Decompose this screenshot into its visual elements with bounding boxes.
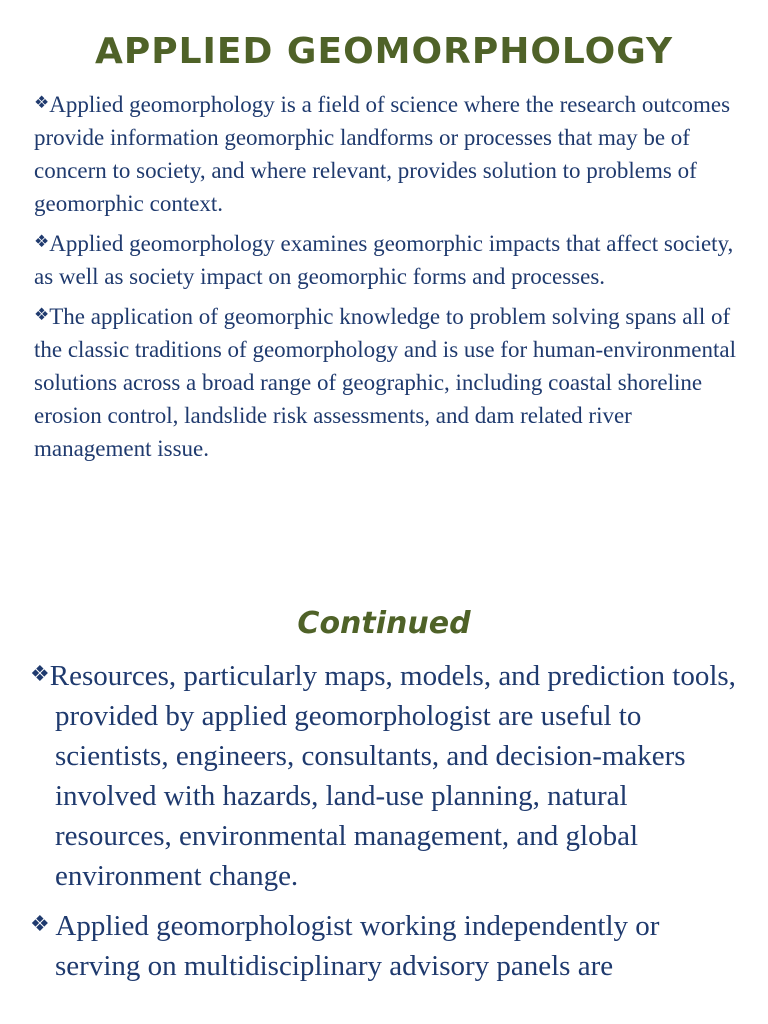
diamond-bullet-icon: ❖ <box>30 911 50 936</box>
slide-title: APPLIED GEOMORPHOLOGY <box>94 31 674 72</box>
list-item <box>34 225 750 293</box>
list-item-text: Applied geomorphology is a field of science where the research outcomes provide information geomorphic landforms or processes that may be of concern to society, and where relevant, provides solution to problems of geomorphic context. <box>34 92 731 216</box>
list-item <box>30 654 738 896</box>
list-item-text: The application of geomorphic knowledge to problem solving spans all of the classic traditions of geomorphology and is use for human-environmental solutions across a broad range of geographic, including coastal shoreline erosion control, landslide risk assessments, and dam related river management issue. <box>34 304 736 461</box>
diamond-bullet-icon: ❖ <box>30 661 50 686</box>
list-item-text: Applied geomorphology examines geomorphic impacts that affect society, as well as society impact on geomorphic forms and processes. <box>34 231 734 289</box>
diamond-bullet-icon: ❖ <box>34 305 50 324</box>
diamond-bullet-icon: ❖ <box>34 232 50 251</box>
bullet-list <box>0 74 768 465</box>
slide-title: Continued <box>297 606 471 641</box>
list-item <box>34 86 750 220</box>
list-item <box>34 298 750 465</box>
bullet-list <box>0 644 768 986</box>
slide-continued <box>0 580 768 1024</box>
list-item-text: Resources, particularly maps, models, and prediction tools, provided by applied geomorphologist are useful to scientists, engineers, consultants, and decision-makers involved with hazards, land-use planning, natural resources, environmental management, and global environment change. <box>49 660 736 892</box>
list-item <box>30 904 738 986</box>
diamond-bullet-icon: ❖ <box>34 93 50 112</box>
list-item-text: Applied geomorphologist working independently or serving on multidisciplinary advisory panels are <box>49 910 660 982</box>
